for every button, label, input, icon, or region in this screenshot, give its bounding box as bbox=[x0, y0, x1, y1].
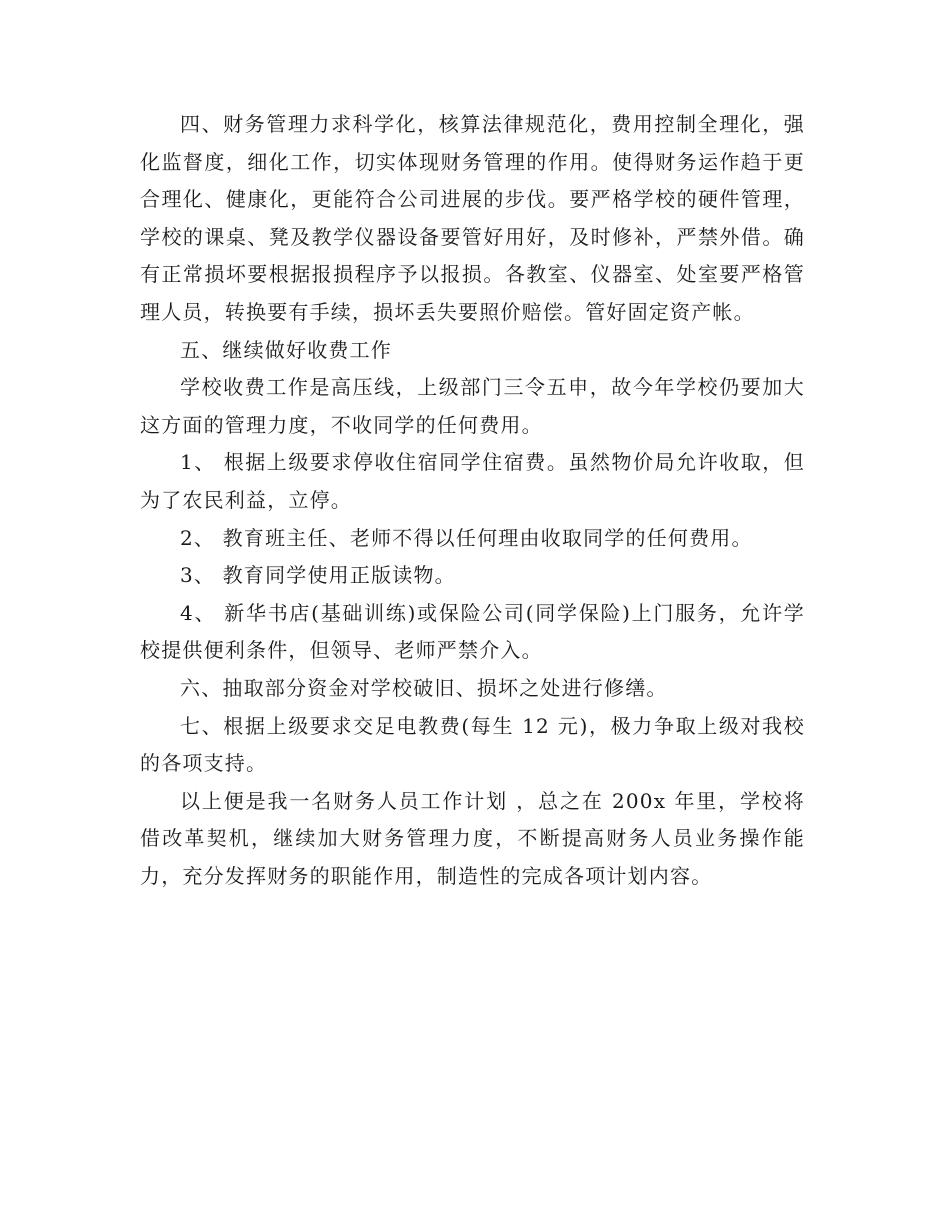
paragraph-audio-visual-fee: 七、根据上级要求交足电教费(每生 12 元)，极力争取上级对我校的各项支持。 bbox=[140, 713, 805, 776]
paragraph-conclusion: 以上便是我一名财务人员工作计划 ，总之在 200x 年里，学校将借改革契机，继续加大财务管理力度，不断提高财务人员业务操作能力，充分发挥财务的职能作用，制造性的完成各项计划内容。 bbox=[140, 788, 805, 888]
list-item-2: 2、 教育班主任、老师不得以任何理由收取同学的任何费用。 bbox=[180, 525, 753, 550]
heading-fee-work: 五、继续做好收费工作 bbox=[180, 337, 392, 362]
paragraph-repair-funds: 六、抽取部分资金对学校破旧、损坏之处进行修缮。 bbox=[180, 675, 668, 700]
list-item-3: 3、 教育同学使用正版读物。 bbox=[180, 563, 456, 588]
document-body bbox=[140, 106, 805, 895]
list-item-4: 4、 新华书店(基础训练)或保险公司(同学保险)上门服务，允许学校提供便利条件，但领导、老师严禁介入。 bbox=[140, 600, 805, 663]
paragraph-finance-management: 四、财务管理力求科学化，核算法律规范化，费用控制全理化，强化监督度，细化工作，切实体现财务管理的作用。使得财务运作趋于更合理化、健康化，更能符合公司进展的步伐。要严格学校的硬件管理，学校的课桌、凳及教学仪器设备要管好用好，及时修补，严禁外借。确有正常损坏要根据报损程序予以报损。各教室、仪器室、处室要严格管理人员，转换要有手续，损坏丢失要照价赔偿。管好固定资产帐。 bbox=[140, 112, 805, 324]
paragraph-fee-policy: 学校收费工作是高压线，上级部门三令五申，故今年学校仍要加大这方面的管理力度，不收同学的任何费用。 bbox=[140, 375, 805, 437]
list-item-1: 1、 根据上级要求停收住宿同学住宿费。虽然物价局允许收取，但为了农民利益，立停。 bbox=[140, 450, 805, 512]
